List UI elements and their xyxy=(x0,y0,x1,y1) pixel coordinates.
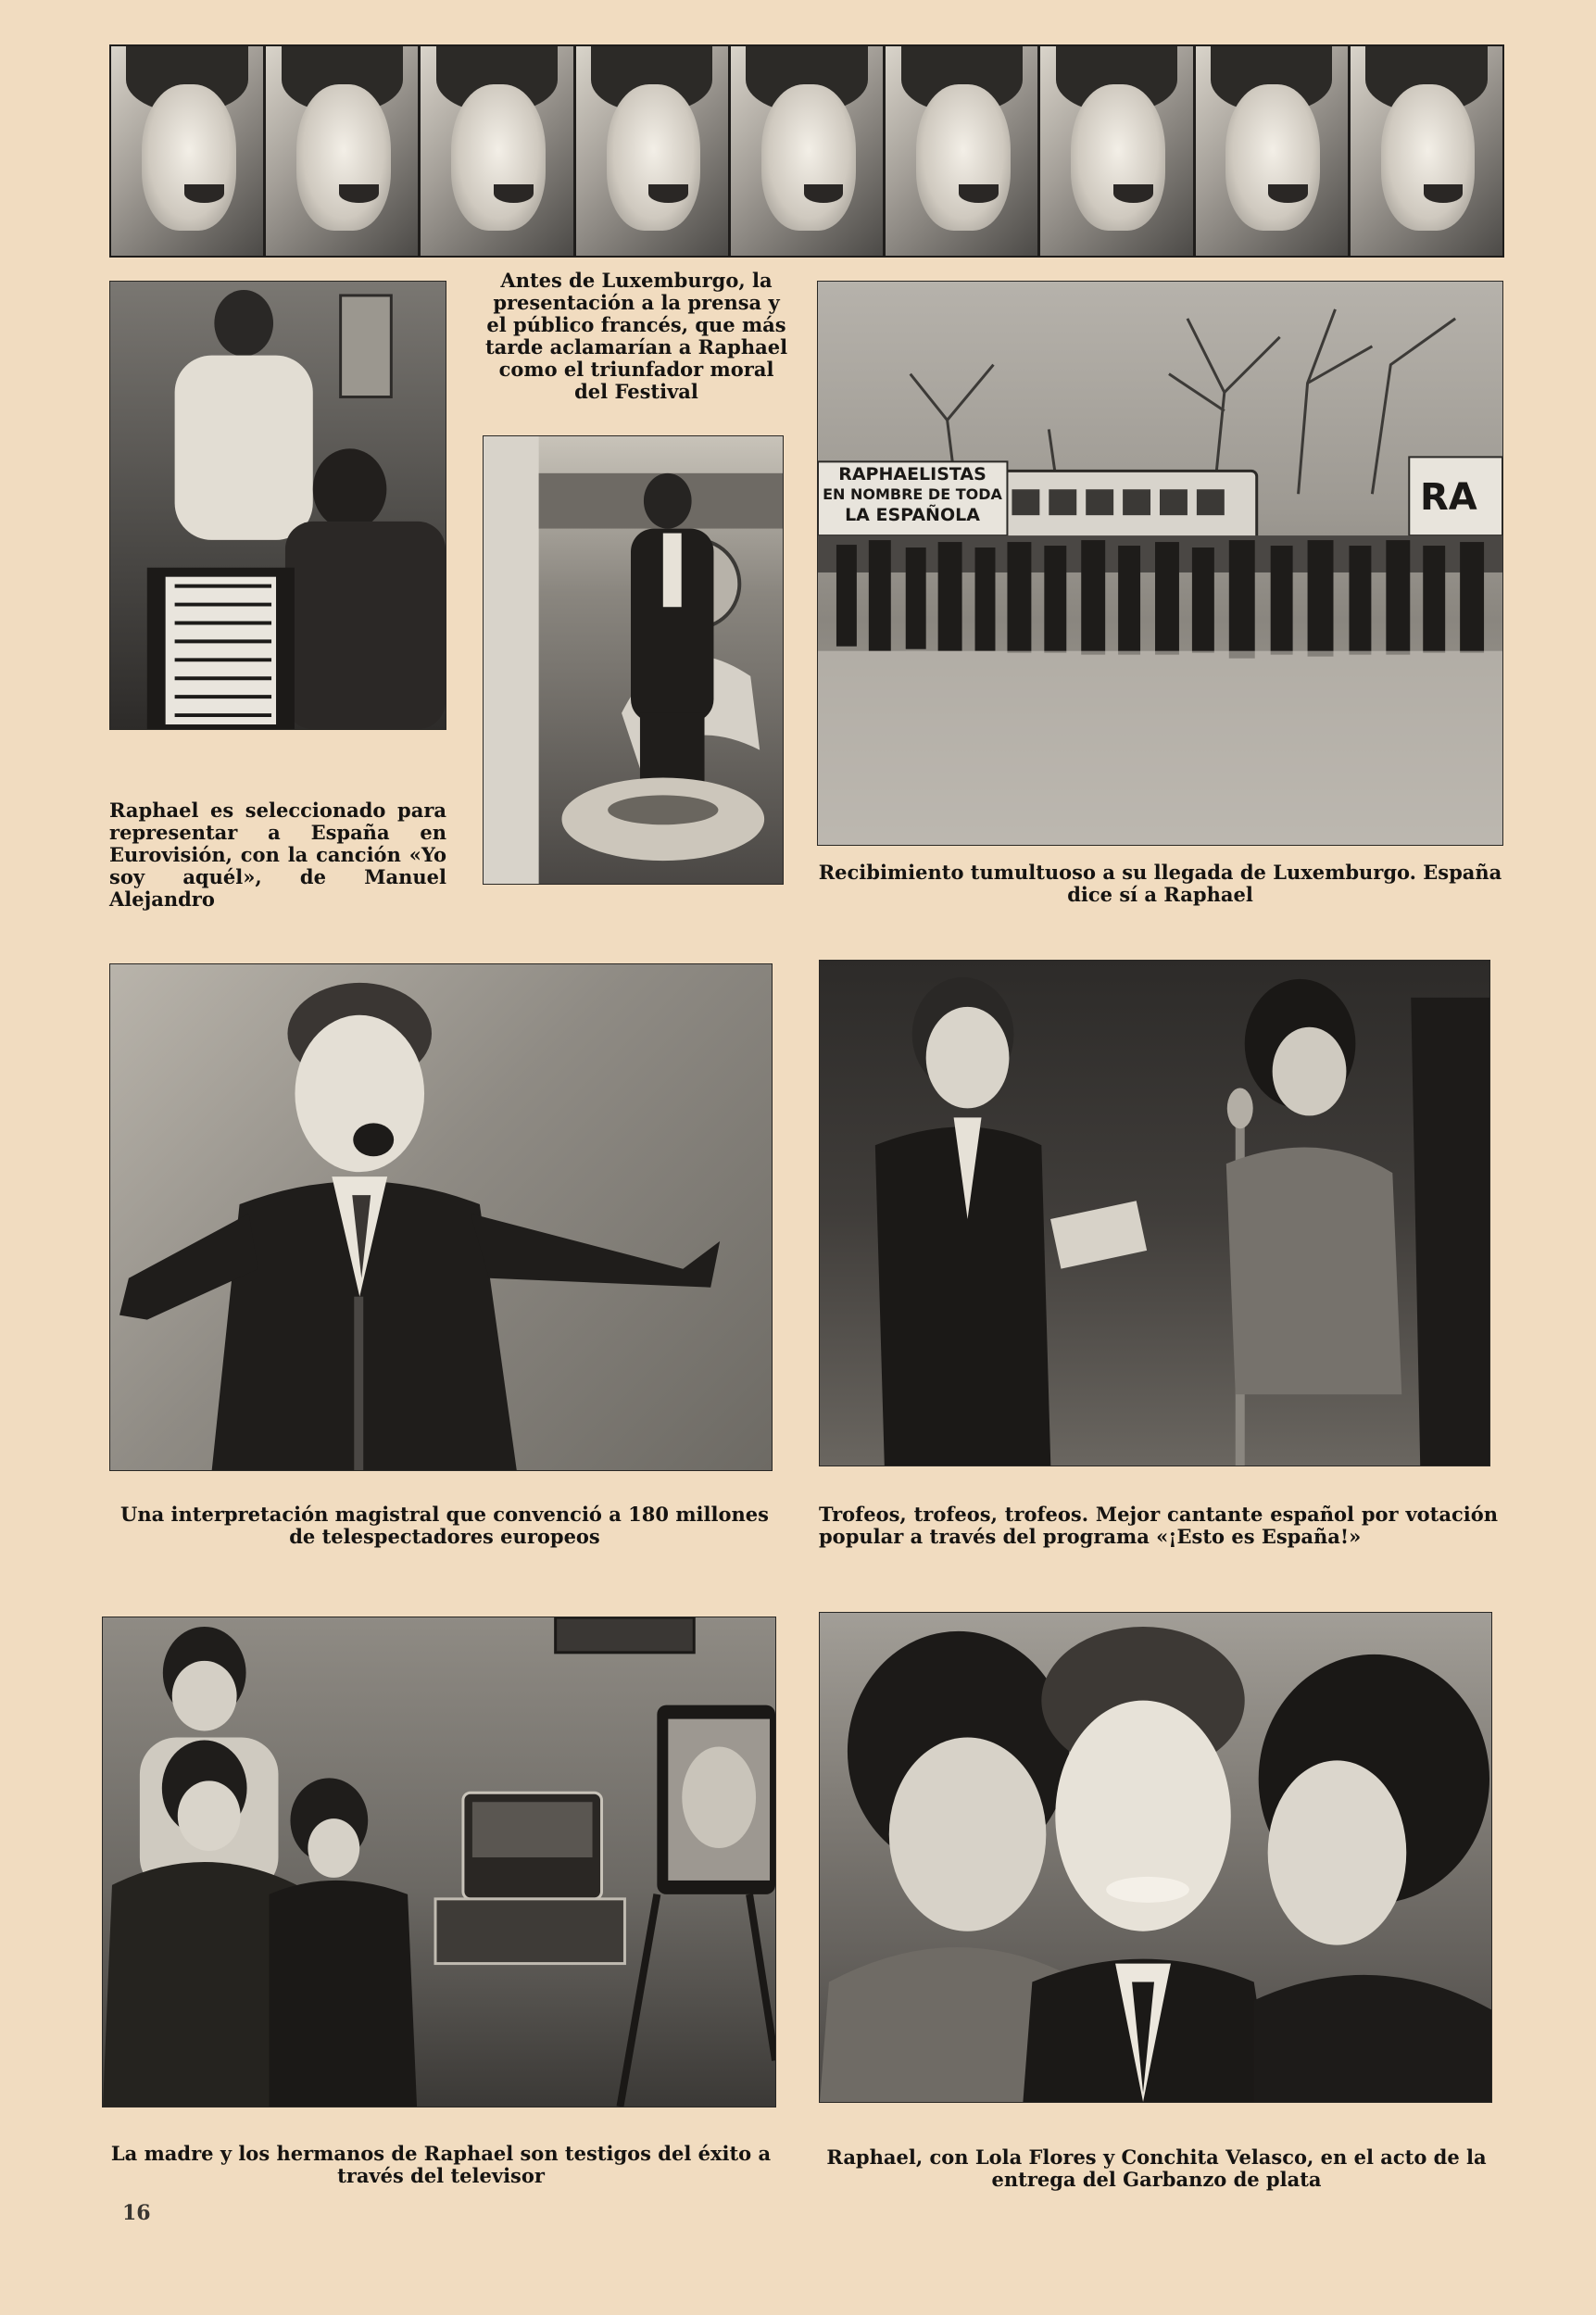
strip-frame xyxy=(576,46,728,256)
photo-presentacion-prensa xyxy=(483,435,784,885)
banner-line-3: LA ESPAÑOLA xyxy=(845,505,980,525)
caption-trofeos: Trofeos, trofeos, trofeos. Mejor cantante español por votación popular a través del programa «¡Esto es España!» xyxy=(819,1503,1498,1548)
strip-frame xyxy=(1351,46,1502,256)
strip-frame xyxy=(266,46,418,256)
strip-frame xyxy=(886,46,1037,256)
caption-garbanzo: Raphael, con Lola Flores y Conchita Velasco, en el acto de la entrega del Garbanzo de plata xyxy=(826,2145,1487,2191)
page-number: 16 xyxy=(122,2201,151,2225)
photo-piano xyxy=(109,281,446,730)
strip-frame xyxy=(1196,46,1348,256)
photo-strip-laughing xyxy=(109,44,1504,258)
banner-line-1: RAPHAELISTAS xyxy=(838,464,987,484)
photo-recibimiento xyxy=(817,281,1503,846)
strip-frame xyxy=(111,46,263,256)
strip-frame xyxy=(1040,46,1192,256)
photo-trofeos xyxy=(819,960,1490,1466)
caption-madre: La madre y los hermanos de Raphael son testigos del éxito a través del televisor xyxy=(110,2142,772,2187)
strip-frame xyxy=(421,46,572,256)
photo-interpretacion xyxy=(109,963,773,1471)
caption-interpretacion: Una interpretación magistral que convenció a 180 millones de telespectadores europeos xyxy=(120,1503,769,1548)
photo-madre-hermanos xyxy=(102,1617,776,2107)
caption-recibimiento: Recibimiento tumultuoso a su llegada de Luxemburgo. España dice sí a Raphael xyxy=(818,861,1502,906)
banner-raphaelistas xyxy=(820,464,1005,535)
banner-right: RA xyxy=(1420,476,1477,519)
caption-seleccionado: Raphael es seleccionado para representar a España en Eurovisión, con la canción «Yo soy aquél», de Manuel Alejandro xyxy=(109,799,446,911)
strip-frame xyxy=(731,46,883,256)
photo-garbanzo-de-plata xyxy=(819,1612,1492,2103)
caption-luxemburgo-presentacion: Antes de Luxemburgo, la presentación a la prensa y el público francés, que más tarde aclamarían a Raphael como el triunfador moral del Festival xyxy=(484,269,788,403)
banner-line-2: EN NOMBRE DE TODA xyxy=(823,485,1002,503)
